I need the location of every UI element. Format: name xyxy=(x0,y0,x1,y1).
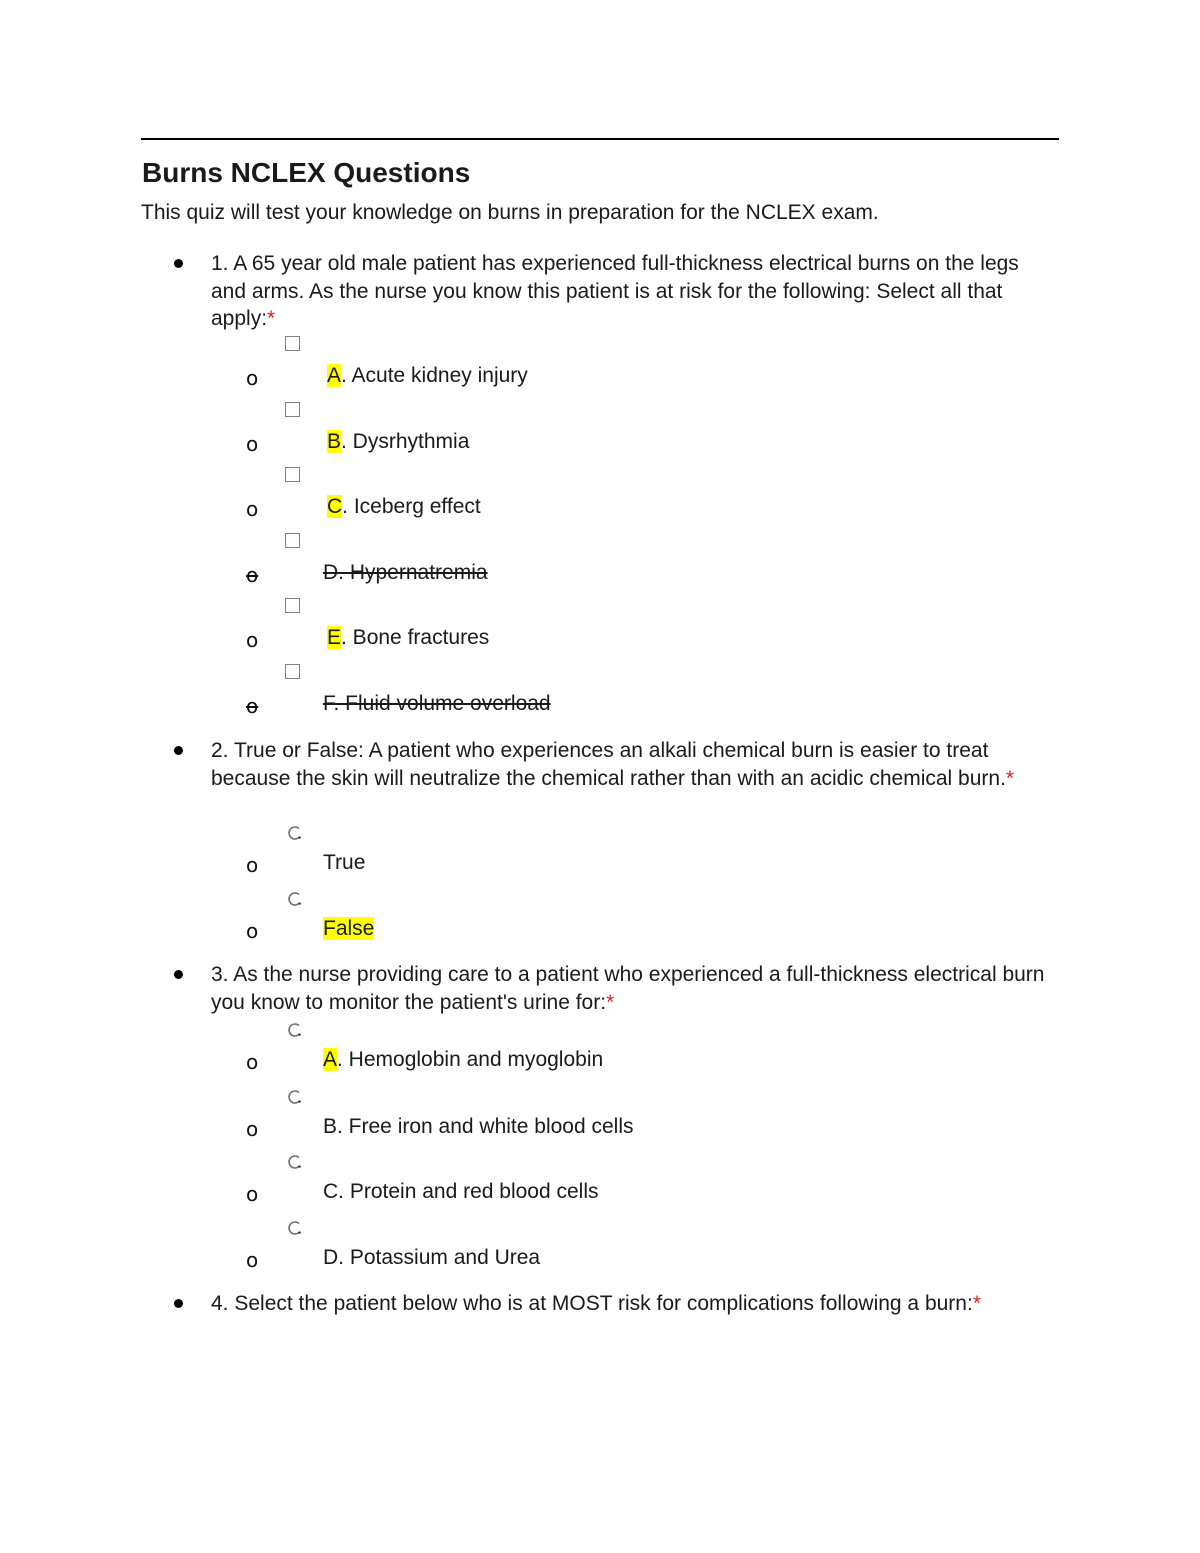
q1-option-a xyxy=(246,356,766,396)
q2-option-false-label xyxy=(323,915,374,943)
q1-option-e xyxy=(246,618,766,658)
list-marker: o xyxy=(246,1117,259,1141)
question-4-text: 4. Select the patient below who is at MOST risk for complications following a burn: xyxy=(211,1292,973,1315)
q1-option-b xyxy=(246,422,766,462)
option-letter: B xyxy=(323,1115,338,1138)
option-letter: D xyxy=(323,561,339,584)
list-marker: o xyxy=(246,1248,259,1272)
question-3-text: 3. As the nurse providing care to a patient who experienced a full-thickness electrical burn you know to monitor the patient's urine for: xyxy=(211,963,1045,1014)
q3-option-d-radio[interactable] xyxy=(287,1220,303,1236)
list-marker: o xyxy=(246,919,259,943)
list-marker: o xyxy=(246,432,259,456)
option-text: . Hypernatremia xyxy=(338,561,488,584)
option-text: . Potassium and Urea xyxy=(338,1246,541,1269)
q1-option-a-label xyxy=(327,362,528,390)
answer-highlight: E xyxy=(327,626,342,649)
question-4 xyxy=(211,1290,1051,1318)
option-letter: D xyxy=(323,1246,339,1269)
option-text: . Bone fractures xyxy=(341,626,490,649)
option-text: . Acute kidney injury xyxy=(341,364,528,387)
page-title: Burns NCLEX Questions xyxy=(142,157,471,188)
answer-highlight: C xyxy=(327,495,343,518)
list-marker: o xyxy=(246,1050,259,1074)
q3-option-d-label xyxy=(323,1244,540,1272)
list-marker: o xyxy=(246,628,259,652)
answer-highlight: A xyxy=(327,364,342,387)
q3-option-a xyxy=(246,1040,766,1080)
question-2-text: 2. True or False: A patient who experiences an alkali chemical burn is easier to treat because the skin will neutralize the chemical rather than with an acidic chemical burn. xyxy=(211,739,1006,790)
q1-option-e-checkbox[interactable] xyxy=(285,598,300,613)
question-2 xyxy=(211,737,1051,792)
list-marker: o xyxy=(246,497,259,521)
option-text: . Protein and red blood cells xyxy=(338,1180,599,1203)
q3-option-b xyxy=(246,1107,766,1147)
q3-option-d xyxy=(246,1238,766,1278)
q1-option-e-label xyxy=(327,624,489,652)
bullet-icon xyxy=(174,1299,183,1308)
bullet-icon xyxy=(174,259,183,268)
list-marker: o xyxy=(246,853,259,877)
bullet-icon xyxy=(174,970,183,979)
question-1-text: 1. A 65 year old male patient has experienced full-thickness electrical burns on the legs and arms. As the nurse you know this patient is at risk for the following: Select all that apply: xyxy=(211,252,1019,330)
option-text: . Fluid volume overload xyxy=(333,692,551,715)
q1-option-b-label xyxy=(327,428,469,456)
option-text: . Hemoglobin and myoglobin xyxy=(337,1048,604,1071)
q3-option-b-label xyxy=(323,1113,634,1141)
top-horizontal-rule xyxy=(141,138,1059,140)
q1-option-c-checkbox[interactable] xyxy=(285,467,300,482)
q1-option-a-checkbox[interactable] xyxy=(285,336,300,351)
question-3 xyxy=(211,961,1051,1016)
q2-option-true-label: True xyxy=(323,851,366,874)
option-text: . Free iron and white blood cells xyxy=(337,1115,634,1138)
q2-option-false-radio[interactable] xyxy=(287,891,303,907)
list-marker: o xyxy=(246,1182,259,1206)
q1-option-c-label xyxy=(327,493,481,521)
q3-option-a-radio[interactable] xyxy=(287,1022,303,1038)
q1-option-b-checkbox[interactable] xyxy=(285,402,300,417)
option-text: . Dysrhythmia xyxy=(341,430,470,453)
required-asterisk: * xyxy=(1005,766,1015,790)
q1-option-f-label xyxy=(323,690,551,718)
q1-option-d-checkbox[interactable] xyxy=(285,533,300,548)
list-marker: o xyxy=(246,563,259,587)
required-asterisk: * xyxy=(972,1292,981,1315)
option-text: . Iceberg effect xyxy=(342,495,481,518)
q1-option-f-checkbox[interactable] xyxy=(285,664,300,679)
q1-option-f xyxy=(246,684,766,724)
answer-highlight: A xyxy=(323,1048,338,1071)
question-1 xyxy=(211,250,1051,333)
list-marker: o xyxy=(246,366,259,390)
q3-option-c-label xyxy=(323,1178,599,1206)
list-marker: o xyxy=(246,694,259,718)
bullet-icon xyxy=(174,746,183,755)
q2-option-false xyxy=(246,909,766,949)
q2-option-true-radio[interactable] xyxy=(287,825,303,841)
answer-highlight: False xyxy=(323,917,375,940)
option-letter: F xyxy=(323,692,334,715)
answer-highlight: B xyxy=(327,430,342,453)
q1-option-d xyxy=(246,553,766,593)
q1-option-d-label xyxy=(323,559,488,587)
q3-option-a-label xyxy=(323,1046,603,1074)
option-letter: C xyxy=(323,1180,339,1203)
q1-option-c xyxy=(246,487,766,527)
required-asterisk: * xyxy=(606,990,615,1014)
q3-option-b-radio[interactable] xyxy=(287,1089,303,1105)
quiz-intro: This quiz will test your knowledge on burns in preparation for the NCLEX exam. xyxy=(141,201,879,224)
required-asterisk: * xyxy=(267,307,276,330)
q3-option-c xyxy=(246,1172,766,1212)
q3-option-c-radio[interactable] xyxy=(287,1154,303,1170)
q2-option-true xyxy=(246,843,766,883)
